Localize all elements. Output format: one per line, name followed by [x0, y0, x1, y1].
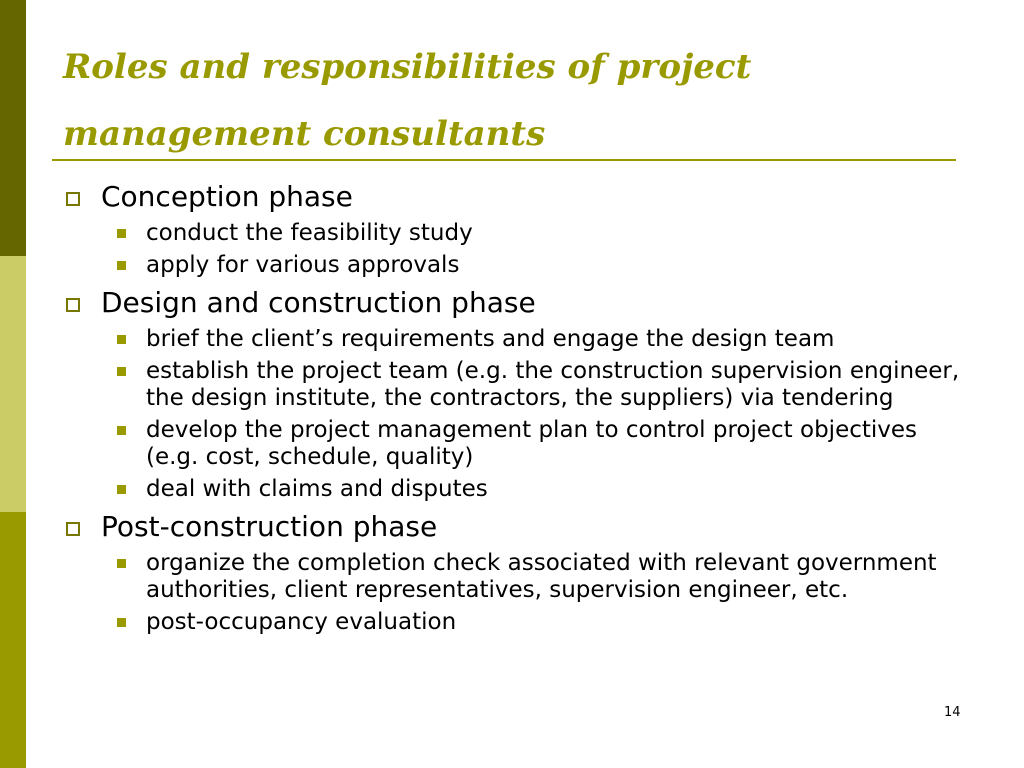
list-item-text: conduct the feasibility study	[146, 220, 473, 246]
sidebar-decoration	[0, 0, 26, 768]
hollow-square-bullet-icon	[66, 298, 80, 312]
list-item	[146, 252, 964, 279]
list-item	[146, 326, 964, 353]
slide-title-line-2: management consultants	[63, 114, 546, 154]
square-bullet-icon	[117, 367, 126, 376]
list-item-text: deal with claims and disputes	[146, 476, 488, 502]
list-item-text: establish the project team (e.g. the construction supervision engineer, the design institute, the contractors, the suppliers) via tendering	[146, 358, 960, 411]
list-item-text: post-occupancy evaluation	[146, 609, 457, 635]
sidebar-segment-dark	[0, 0, 26, 256]
list-item-text: apply for various approvals	[146, 252, 460, 278]
hollow-square-bullet-icon	[66, 192, 80, 206]
section-heading	[64, 508, 964, 546]
list-item	[146, 358, 964, 412]
hollow-square-bullet-icon	[66, 522, 80, 536]
list-item-text: brief the client’s requirements and engage the design team	[146, 326, 835, 352]
list-item	[146, 609, 964, 636]
slide-title	[63, 34, 963, 168]
page-number: 14	[944, 705, 961, 720]
list-item	[146, 417, 964, 471]
list-item	[146, 220, 964, 247]
square-bullet-icon	[117, 485, 126, 494]
list-item	[146, 550, 964, 604]
section-heading-text: Post-construction phase	[101, 510, 438, 543]
section-heading	[64, 284, 964, 322]
list-item-text: organize the completion check associated with relevant government authorities, client representatives, supervision engineer, etc.	[146, 550, 937, 603]
sidebar-segment-light	[0, 256, 26, 512]
square-bullet-icon	[117, 559, 126, 568]
sidebar-segment-mid	[0, 512, 26, 768]
square-bullet-icon	[117, 229, 126, 238]
section-heading	[64, 178, 964, 216]
section-heading-text: Design and construction phase	[101, 286, 536, 319]
title-divider	[52, 159, 956, 161]
list-item-text: develop the project management plan to control project objectives (e.g. cost, schedule, quality)	[146, 417, 918, 470]
square-bullet-icon	[117, 335, 126, 344]
bullet-content	[64, 178, 964, 641]
square-bullet-icon	[117, 261, 126, 270]
square-bullet-icon	[117, 426, 126, 435]
section-heading-text: Conception phase	[101, 180, 353, 213]
list-item	[146, 476, 964, 503]
slide-title-line-1: Roles and responsibilities of project	[63, 47, 752, 87]
square-bullet-icon	[117, 618, 126, 627]
